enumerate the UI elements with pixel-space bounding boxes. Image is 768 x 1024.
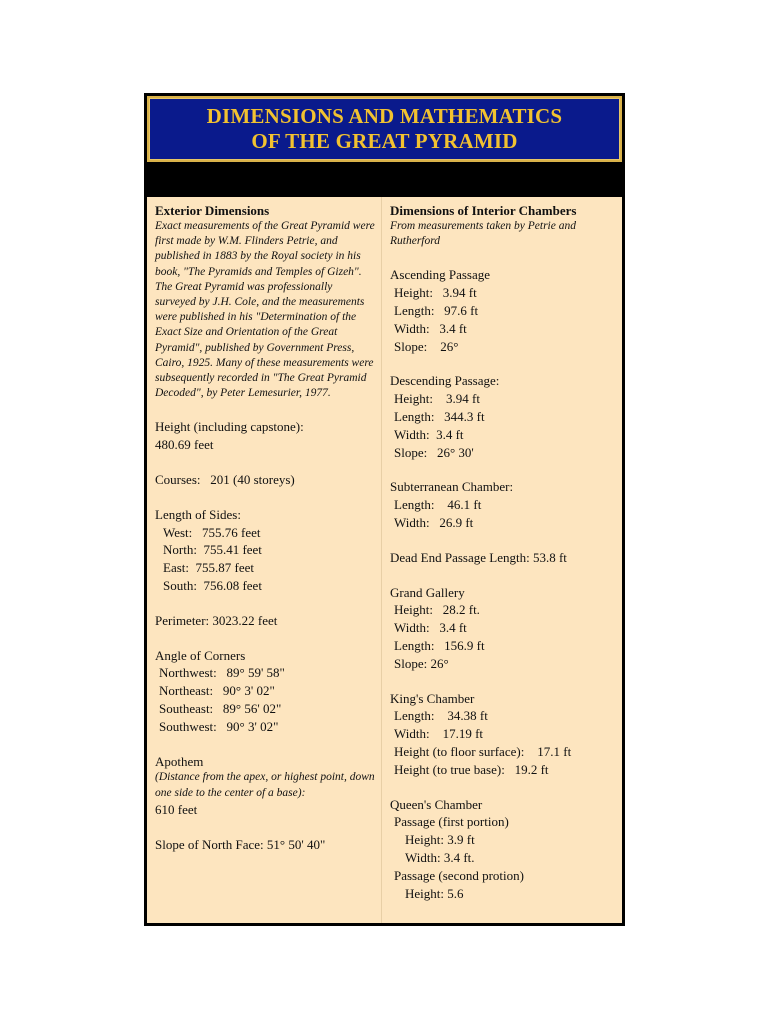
dead-end-text: Dead End Passage Length: 53.8 ft bbox=[390, 549, 567, 565]
title-banner bbox=[147, 96, 622, 162]
subterranean-width: Width: 26.9 ft bbox=[394, 514, 474, 530]
side-east: East: 755.87 feet bbox=[163, 560, 254, 576]
gallery-slope: Slope: 26° bbox=[394, 655, 449, 671]
angle-northeast: Northeast: 90° 3' 02" bbox=[159, 683, 275, 699]
subterranean-label: Subterranean Chamber: bbox=[390, 479, 514, 495]
apothem-note: (Distance from the apex, or highest point, down one side to the center of a base): bbox=[155, 771, 375, 799]
ascending-slope: Slope: 26° bbox=[394, 338, 459, 354]
perimeter-text: Perimeter: 3023.22 feet bbox=[155, 612, 278, 628]
exterior-heading: Exterior Dimensions bbox=[155, 203, 270, 218]
gallery-length: Length: 156.9 ft bbox=[394, 637, 485, 653]
exterior-intro: Exact measurements of the Great Pyramid were first made by W.M. Flinders Petrie, and published in 1883 by the Royal society in his book, "The Pyramids and Temples of Gizeh". The Great Pyramid was professionally surveyed by J.H. Cole, and the measurements were published in his "Determination of the Exact Size and Orientation of the Great Pyramid", published by Government Press, Cairo, 1925. Many of these measurements were subsequently recorded in "The Great Pyramid Decoded", by Peter Lemesurier, 1977. bbox=[155, 220, 375, 400]
black-band bbox=[147, 162, 622, 196]
kings-width: Width: 17.19 ft bbox=[394, 726, 484, 742]
angle-southwest: Southwest: 90° 3' 02" bbox=[159, 718, 279, 734]
angles-label: Angle of Corners bbox=[155, 647, 246, 663]
grand-gallery-label: Grand Gallery bbox=[390, 584, 465, 600]
slope-text: Slope of North Face: 51° 50' 40" bbox=[155, 836, 326, 852]
descending-height: Height: 3.94 ft bbox=[394, 391, 480, 407]
descending-width: Width: 3.4 ft bbox=[394, 426, 464, 442]
descending-label: Descending Passage: bbox=[390, 373, 500, 389]
height-label: Height (including capstone): bbox=[155, 419, 304, 435]
angle-southeast: Southeast: 89° 56' 02" bbox=[159, 701, 282, 716]
ascending-label: Ascending Passage bbox=[390, 267, 491, 283]
angle-northwest: Northwest: 89° 59' 58" bbox=[159, 665, 285, 681]
queens-passage-1-width: Width: 3.4 ft. bbox=[405, 849, 475, 865]
apothem-label: Apothem bbox=[155, 753, 204, 769]
queens-passage-2-height: Height: 5.6 bbox=[405, 885, 464, 901]
queens-passage-1-height: Height: 3.9 ft bbox=[405, 832, 475, 848]
ascending-width: Width: 3.4 ft bbox=[394, 320, 467, 336]
ascending-length: Length: 97.6 ft bbox=[394, 303, 479, 318]
ascending-height: Height: 3.94 ft bbox=[394, 285, 477, 301]
interior-column bbox=[382, 197, 622, 923]
side-west: West: 755.76 feet bbox=[163, 524, 261, 540]
queens-label: Queen's Chamber bbox=[390, 796, 483, 812]
kings-label: King's Chamber bbox=[390, 690, 475, 706]
interior-intro: From measurements taken by Petrie and Rutherford bbox=[390, 220, 576, 248]
queens-passage-1: Passage (first portion) bbox=[394, 814, 509, 830]
queens-passage-2: Passage (second protion) bbox=[394, 867, 524, 883]
sides-label: Length of Sides: bbox=[155, 506, 241, 522]
title-line-1: DIMENSIONS AND MATHEMATICS bbox=[206, 104, 563, 128]
courses-text: Courses: 201 (40 storeys) bbox=[155, 472, 295, 488]
content-area bbox=[147, 197, 622, 923]
descending-slope: Slope: 26° 30' bbox=[394, 444, 474, 460]
descending-length: Length: 344.3 ft bbox=[394, 408, 485, 424]
exterior-column bbox=[147, 197, 382, 923]
kings-height-floor: Height (to floor surface): 17.1 ft bbox=[394, 743, 572, 759]
gallery-height: Height: 28.2 ft. bbox=[394, 602, 480, 618]
subterranean-length: Length: 46.1 ft bbox=[394, 497, 482, 513]
title-line-2: OF THE GREAT PYRAMID bbox=[251, 129, 518, 153]
apothem-value: 610 feet bbox=[155, 801, 198, 817]
gallery-width: Width: 3.4 ft bbox=[394, 620, 467, 636]
interior-heading: Dimensions of Interior Chambers bbox=[390, 203, 577, 218]
kings-length: Length: 34.38 ft bbox=[394, 708, 488, 724]
side-south: South: 756.08 feet bbox=[163, 578, 262, 594]
height-value: 480.69 feet bbox=[155, 437, 214, 453]
side-north: North: 755.41 feet bbox=[163, 542, 262, 558]
kings-height-base: Height (to true base): 19.2 ft bbox=[394, 761, 549, 777]
